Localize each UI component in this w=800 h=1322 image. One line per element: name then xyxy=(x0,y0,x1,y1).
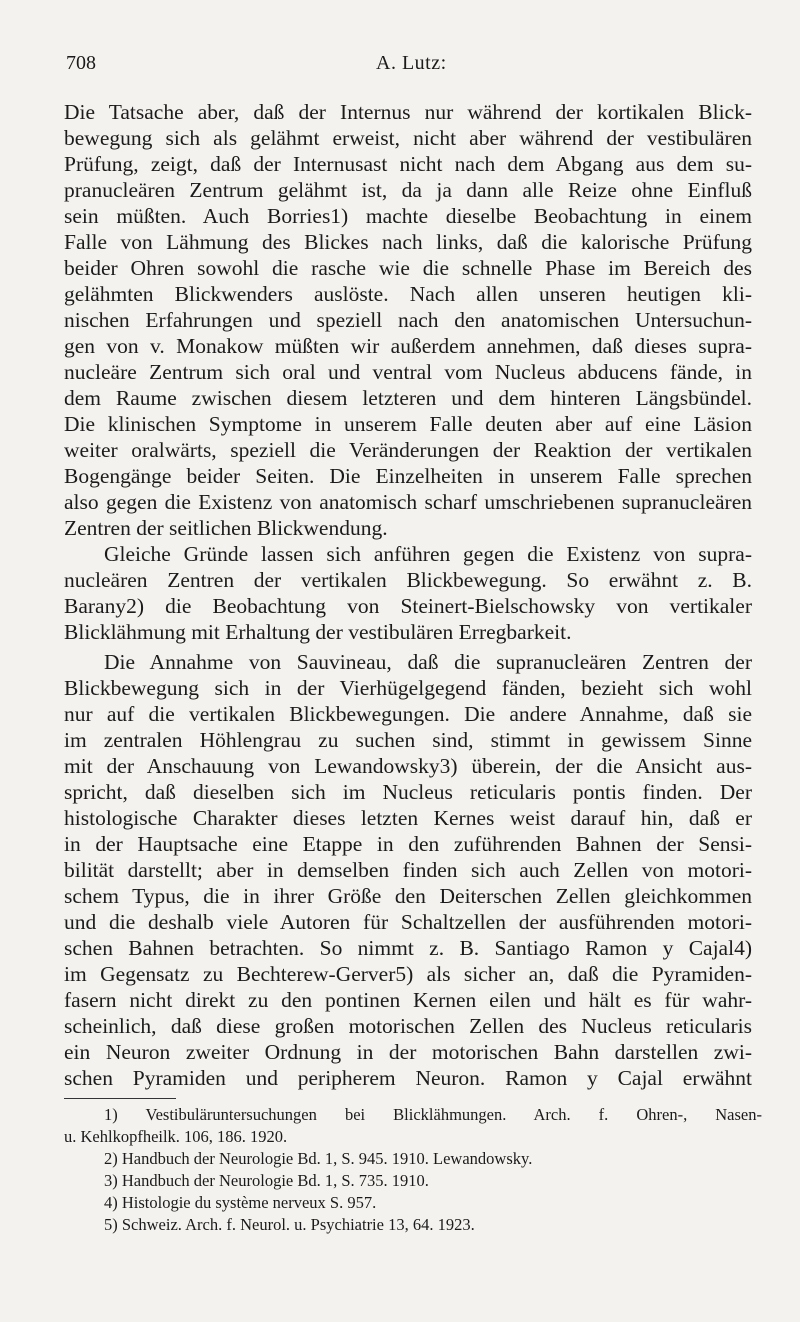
text-line: im zentralen Höhlengrau zu suchen sind, stimmt in gewissem Sinne xyxy=(64,728,752,752)
footnote-rule xyxy=(64,1098,176,1099)
text-line: beider Ohren sowohl die rasche wie die schnelle Phase im Bereich des xyxy=(64,256,752,280)
text-line: also gegen die Existenz von anatomisch scharf umschriebenen supranucleären xyxy=(64,490,752,514)
text-line: sein müßten. Auch Borries1) machte dieselbe Beobachtung in einem xyxy=(64,204,752,228)
footnote-line: 4) Histologie du système nerveux S. 957. xyxy=(104,1193,377,1212)
text-line: und die deshalb viele Autoren für Schaltzellen der ausführenden motori- xyxy=(64,910,752,934)
text-line: schen Pyramiden und peripherem Neuron. Ramon y Cajal erwähnt xyxy=(64,1066,752,1090)
footnote-line: 2) Handbuch der Neurologie Bd. 1, S. 945. 1910. Lewandowsky. xyxy=(104,1149,533,1168)
text-line: weiter oralwärts, speziell die Veränderungen der Reaktion der vertikalen xyxy=(64,438,752,462)
footnote-line: u. Kehlkopfheilk. 106, 186. 1920. xyxy=(64,1127,288,1146)
text-line: mit der Anschauung von Lewandowsky3) überein, der die Ansicht aus- xyxy=(64,754,752,778)
text-line: gelähmten Blickwenders auslöste. Nach allen unseren heutigen kli- xyxy=(64,282,752,306)
text-line: Die Tatsache aber, daß der Internus nur während der kortikalen Blick- xyxy=(64,100,752,124)
text-line: fasern nicht direkt zu den pontinen Kernen eilen und hält es für wahr- xyxy=(64,988,752,1012)
page-number: 708 xyxy=(66,52,96,74)
text-line: Bogengänge beider Seiten. Die Einzelheiten in unserem Falle sprechen xyxy=(64,464,752,488)
text-line: nischen Erfahrungen und speziell nach den anatomischen Untersuchun- xyxy=(64,308,752,332)
text-line: scheinlich, daß diese großen motorischen Zellen des Nucleus reticularis xyxy=(64,1014,752,1038)
footnote-line: 5) Schweiz. Arch. f. Neurol. u. Psychiatrie 13, 64. 1923. xyxy=(104,1215,475,1234)
text-line: Prüfung, zeigt, daß der Internusast nicht nach dem Abgang aus dem su- xyxy=(64,152,752,176)
text-line: nucleäre Zentrum sich oral und ventral vom Nucleus abducens fände, in xyxy=(64,360,752,384)
text-line: Die klinischen Symptome in unserem Falle deuten aber auf eine Läsion xyxy=(64,412,752,436)
text-line: gen von v. Monakow müßten wir außerdem annehmen, daß dieses supra- xyxy=(64,334,752,358)
text-line: Gleiche Gründe lassen sich anführen gegen die Existenz von supra- xyxy=(104,542,752,566)
running-head: A. Lutz: xyxy=(376,52,447,74)
text-line: Zentren der seitlichen Blickwendung. xyxy=(64,516,388,540)
text-line: in der Hauptsache eine Etappe in den zuführenden Bahnen der Sensi- xyxy=(64,832,752,856)
text-line: bewegung sich als gelähmt erweist, nicht aber während der vestibulären xyxy=(64,126,752,150)
text-line: Blickbewegung sich in der Vierhügelgegend fänden, bezieht sich wohl xyxy=(64,676,752,700)
text-line: schen Bahnen betrachten. So nimmt z. B. Santiago Ramon y Cajal4) xyxy=(64,936,752,960)
text-line: schem Typus, die in ihrer Größe den Deiterschen Zellen gleichkommen xyxy=(64,884,752,908)
text-line: im Gegensatz zu Bechterew-Gerver5) als sicher an, daß die Pyramiden- xyxy=(64,962,752,986)
text-line: Falle von Lähmung des Blickes nach links, daß die kalorische Prüfung xyxy=(64,230,752,254)
text-line: Barany2) die Beobachtung von Steinert-Bielschowsky von vertikaler xyxy=(64,594,752,618)
footnote-line: 3) Handbuch der Neurologie Bd. 1, S. 735. 1910. xyxy=(104,1171,429,1190)
text-line: histologische Charakter dieses letzten Kernes weist darauf hin, daß er xyxy=(64,806,752,830)
text-line: Die Annahme von Sauvineau, daß die supranucleären Zentren der xyxy=(104,650,752,674)
text-line: bilität darstellt; aber in demselben finden sich auch Zellen von motori- xyxy=(64,858,752,882)
text-line: Blicklähmung mit Erhaltung der vestibulären Erregbarkeit. xyxy=(64,620,572,644)
text-line: nucleären Zentren der vertikalen Blickbewegung. So erwähnt z. B. xyxy=(64,568,752,592)
text-line: pranucleären Zentrum gelähmt ist, da ja dann alle Reize ohne Einfluß xyxy=(64,178,752,202)
text-line: nur auf die vertikalen Blickbewegungen. Die andere Annahme, daß sie xyxy=(64,702,752,726)
text-line: dem Raume zwischen diesem letzteren und dem hinteren Längsbündel. xyxy=(64,386,752,410)
footnote-line: 1) Vestibuläruntersuchungen bei Blicklähmungen. Arch. f. Ohren-, Nasen- xyxy=(104,1105,762,1124)
text-line: spricht, daß dieselben sich im Nucleus reticularis pontis finden. Der xyxy=(64,780,752,804)
text-line: ein Neuron zweiter Ordnung in der motorischen Bahn darstellen zwi- xyxy=(64,1040,752,1064)
